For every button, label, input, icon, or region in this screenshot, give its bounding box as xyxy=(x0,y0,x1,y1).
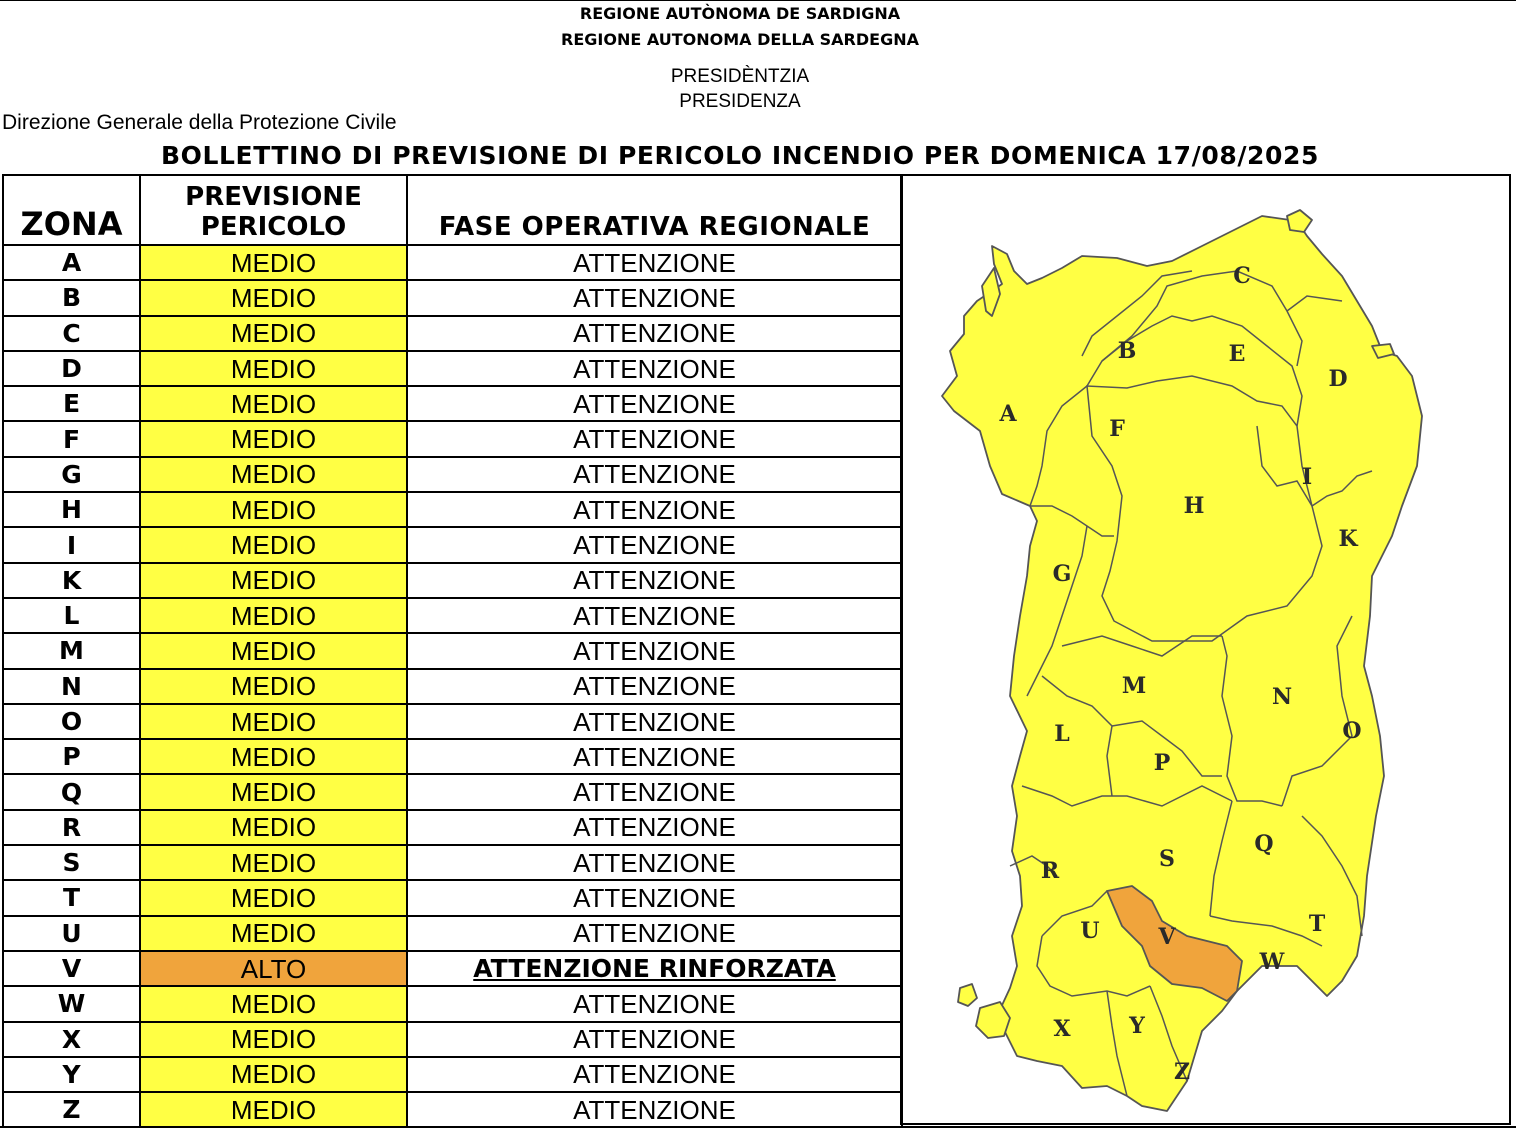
top-rule xyxy=(0,0,1516,1)
operational-phase-cell: ATTENZIONE xyxy=(407,633,902,668)
operational-phase-cell: ATTENZIONE xyxy=(407,351,902,386)
map-zone-label-m: M xyxy=(1121,673,1147,699)
map-zone-label-q: Q xyxy=(1254,831,1274,857)
zone-cell: A xyxy=(3,245,140,280)
zone-cell: P xyxy=(3,739,140,774)
table-row xyxy=(3,1022,902,1057)
table-row xyxy=(3,739,902,774)
map-zone-label-p: P xyxy=(1153,750,1171,776)
operational-phase-cell: ATTENZIONE xyxy=(407,669,902,704)
map-zone-label-z: Z xyxy=(1173,1059,1191,1085)
danger-level-cell: MEDIO xyxy=(140,916,407,951)
zone-cell: S xyxy=(3,845,140,880)
region-name-italian: REGIONE AUTONOMA DELLA SARDEGNA xyxy=(561,30,919,49)
danger-level-cell: MEDIO xyxy=(140,563,407,598)
operational-phase-cell: ATTENZIONE xyxy=(407,880,902,915)
zone-cell: H xyxy=(3,492,140,527)
operational-phase-cell: ATTENZIONE xyxy=(407,421,902,456)
zone-rows xyxy=(3,245,902,1127)
map-zone-label-n: N xyxy=(1271,684,1293,710)
map-zone-label-g: G xyxy=(1052,561,1072,587)
table-row xyxy=(3,386,902,421)
zone-cell: F xyxy=(3,421,140,456)
operational-phase-cell: ATTENZIONE xyxy=(407,845,902,880)
danger-level-cell: MEDIO xyxy=(140,245,407,280)
danger-level-cell: MEDIO xyxy=(140,421,407,456)
danger-level-cell: ALTO xyxy=(140,951,407,986)
table-row xyxy=(3,633,902,668)
map-zone-label-e: E xyxy=(1228,341,1246,367)
map-zone-label-d: D xyxy=(1328,366,1348,392)
zone-cell: O xyxy=(3,704,140,739)
operational-phase-cell: ATTENZIONE xyxy=(407,527,902,562)
zone-cell: X xyxy=(3,1022,140,1057)
danger-level-cell: MEDIO xyxy=(140,351,407,386)
col-header-forecast-line1: PREVISIONE xyxy=(185,181,362,212)
zone-cell: C xyxy=(3,316,140,351)
danger-level-cell: MEDIO xyxy=(140,598,407,633)
presidency-sardinian: PRESIDÈNTZIA xyxy=(670,66,810,87)
danger-level-cell: MEDIO xyxy=(140,880,407,915)
zone-cell: D xyxy=(3,351,140,386)
map-zone-label-h: H xyxy=(1183,493,1205,519)
map-zone-label-y: Y xyxy=(1129,1013,1145,1039)
danger-level-cell: MEDIO xyxy=(140,492,407,527)
table-row xyxy=(3,774,902,809)
danger-level-cell: MEDIO xyxy=(140,669,407,704)
danger-level-cell: MEDIO xyxy=(140,457,407,492)
map-zone-label-a: A xyxy=(999,401,1017,427)
operational-phase-cell: ATTENZIONE xyxy=(407,1057,902,1092)
table-row xyxy=(3,457,902,492)
operational-phase-cell: ATTENZIONE xyxy=(407,1092,902,1127)
zone-cell: Y xyxy=(3,1057,140,1092)
col-header-phase: FASE OPERATIVA REGIONALE xyxy=(407,175,902,245)
col-header-zone: ZONA xyxy=(3,175,140,245)
map-zone-label-l: L xyxy=(1054,721,1070,747)
zone-cell: K xyxy=(3,563,140,598)
operational-phase-cell: ATTENZIONE xyxy=(407,739,902,774)
danger-level-cell: MEDIO xyxy=(140,739,407,774)
danger-level-cell: MEDIO xyxy=(140,527,407,562)
danger-level-cell: MEDIO xyxy=(140,280,407,315)
operational-phase-cell: ATTENZIONE RINFORZATA xyxy=(407,951,902,986)
operational-phase-cell: ATTENZIONE xyxy=(407,563,902,598)
danger-level-cell: MEDIO xyxy=(140,810,407,845)
operational-phase-cell: ATTENZIONE xyxy=(407,810,902,845)
department-name: Direzione Generale della Protezione Civile xyxy=(2,111,397,134)
danger-level-cell: MEDIO xyxy=(140,316,407,351)
danger-level-cell: MEDIO xyxy=(140,1022,407,1057)
operational-phase-cell: ATTENZIONE xyxy=(407,316,902,351)
operational-phase-cell: ATTENZIONE xyxy=(407,986,902,1021)
zone-cell: W xyxy=(3,986,140,1021)
map-zone-label-r: R xyxy=(1040,858,1060,884)
map-zone-label-b: B xyxy=(1117,338,1137,364)
operational-phase-cell: ATTENZIONE xyxy=(407,916,902,951)
danger-level-cell: MEDIO xyxy=(140,774,407,809)
table-row xyxy=(3,1092,902,1127)
zone-cell: I xyxy=(3,527,140,562)
island-maddalena xyxy=(1287,210,1312,232)
zone-cell: Q xyxy=(3,774,140,809)
table-row xyxy=(3,951,902,986)
zone-cell: L xyxy=(3,598,140,633)
zone-cell: Z xyxy=(3,1092,140,1127)
table-row xyxy=(3,704,902,739)
table-row xyxy=(3,880,902,915)
table-row xyxy=(3,598,902,633)
map-zone-label-k: K xyxy=(1338,526,1358,552)
table-row xyxy=(3,810,902,845)
table-row xyxy=(3,351,902,386)
zone-cell: U xyxy=(3,916,140,951)
map-zone-label-u: U xyxy=(1080,918,1100,944)
zone-cell: N xyxy=(3,669,140,704)
sardinia-zone-map-panel xyxy=(900,174,1511,1125)
danger-level-cell: MEDIO xyxy=(140,1057,407,1092)
table-row xyxy=(3,845,902,880)
danger-level-cell: MEDIO xyxy=(140,633,407,668)
danger-level-cell: MEDIO xyxy=(140,704,407,739)
map-zone-label-s: S xyxy=(1159,846,1175,872)
map-zone-label-c: C xyxy=(1233,263,1251,289)
map-zone-label-w: W xyxy=(1259,949,1285,975)
danger-level-cell: MEDIO xyxy=(140,845,407,880)
operational-phase-cell: ATTENZIONE xyxy=(407,704,902,739)
zone-cell: R xyxy=(3,810,140,845)
map-zone-label-x: X xyxy=(1053,1016,1071,1042)
table-row xyxy=(3,280,902,315)
zone-cell: M xyxy=(3,633,140,668)
sardinia-zone-map xyxy=(902,176,1509,1123)
col-header-forecast-line2: PERICOLO xyxy=(200,211,347,242)
zone-cell: T xyxy=(3,880,140,915)
operational-phase-cell: ATTENZIONE xyxy=(407,492,902,527)
map-zone-label-v: V xyxy=(1158,924,1176,950)
map-zone-label-i: I xyxy=(1301,464,1313,490)
table-row xyxy=(3,492,902,527)
bulletin-title: BOLLETTINO DI PREVISIONE DI PERICOLO INCENDIO PER DOMENICA 17/08/2025 xyxy=(160,141,1320,170)
table-row xyxy=(3,1057,902,1092)
operational-phase-cell: ATTENZIONE xyxy=(407,457,902,492)
map-zone-label-f: F xyxy=(1109,416,1125,442)
table-row xyxy=(3,245,902,280)
table-row xyxy=(3,421,902,456)
island-san-pietro xyxy=(958,984,977,1006)
table-row xyxy=(3,916,902,951)
bottom-rule xyxy=(0,1126,1516,1128)
operational-phase-cell: ATTENZIONE xyxy=(407,245,902,280)
danger-level-cell: MEDIO xyxy=(140,1092,407,1127)
table-row xyxy=(3,563,902,598)
zone-cell: V xyxy=(3,951,140,986)
zone-forecast-table xyxy=(2,174,903,1128)
region-name-sardinian: REGIONE AUTÒNOMA DE SARDIGNA xyxy=(579,4,901,23)
map-zone-label-o: O xyxy=(1342,718,1362,744)
danger-level-cell: MEDIO xyxy=(140,986,407,1021)
table-row xyxy=(3,986,902,1021)
col-header-forecast xyxy=(140,175,407,245)
zone-cell: B xyxy=(3,280,140,315)
table-row xyxy=(3,527,902,562)
table-row xyxy=(3,316,902,351)
island-shape xyxy=(942,210,1422,1111)
zone-cell: G xyxy=(3,457,140,492)
operational-phase-cell: ATTENZIONE xyxy=(407,774,902,809)
operational-phase-cell: ATTENZIONE xyxy=(407,598,902,633)
operational-phase-cell: ATTENZIONE xyxy=(407,1022,902,1057)
danger-level-cell: MEDIO xyxy=(140,386,407,421)
zone-cell: E xyxy=(3,386,140,421)
map-zone-label-t: T xyxy=(1308,911,1326,937)
operational-phase-cell: ATTENZIONE xyxy=(407,280,902,315)
table-header-row xyxy=(3,175,902,245)
operational-phase-cell: ATTENZIONE xyxy=(407,386,902,421)
presidency-italian: PRESIDENZA xyxy=(679,91,801,112)
table-row xyxy=(3,669,902,704)
